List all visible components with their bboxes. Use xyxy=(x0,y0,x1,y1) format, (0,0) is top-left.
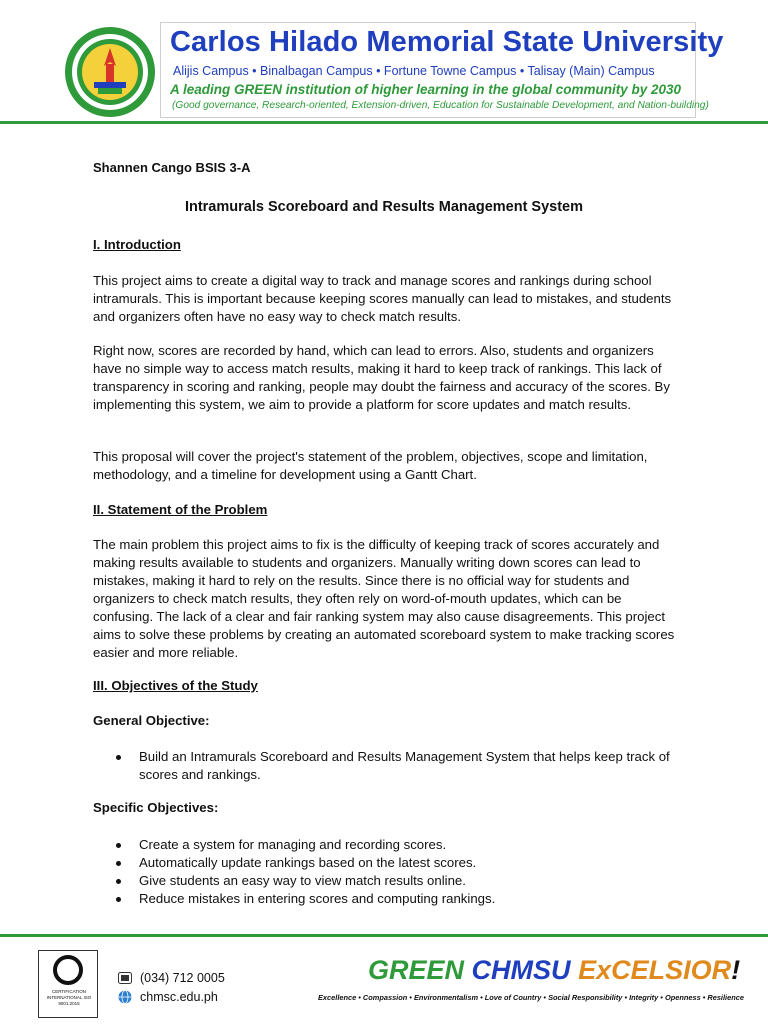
globe-icon xyxy=(118,990,132,1004)
campus-list: Alijis Campus • Binalbagan Campus • Fortune Towne Campus • Talisay (Main) Campus xyxy=(173,64,655,78)
list-item xyxy=(93,748,683,784)
slogan-green: GREEN xyxy=(368,955,465,985)
general-objective-list xyxy=(93,748,683,784)
phone-icon xyxy=(118,972,132,984)
vision-tagline: A leading GREEN institution of higher learning in the global community by 2030 xyxy=(170,82,682,97)
letterhead xyxy=(0,0,768,126)
cert-text: CERTIFICATION INTERNATIONAL ISO 9001:2015 xyxy=(46,989,92,1006)
slogan-excelsior: ExCELSIOR xyxy=(578,955,732,985)
document-title: Intramurals Scoreboard and Results Management System xyxy=(184,199,584,215)
bullet-icon xyxy=(116,755,121,760)
intro-paragraph-3: This proposal will cover the project's statement of the problem, objectives, scope and limitation, methodology, and a timeline for development using a Gantt Chart. xyxy=(93,449,648,482)
header-divider xyxy=(0,121,768,124)
general-objective-label: General Objective: xyxy=(93,713,210,728)
list-item xyxy=(93,872,683,890)
bullet-icon xyxy=(116,861,121,866)
bullet-icon xyxy=(116,843,121,848)
list-item-text: Create a system for managing and recording scores. xyxy=(139,837,447,852)
section-heading-problem: II. Statement of the Problem xyxy=(93,502,268,517)
intro-paragraph-1: This project aims to create a digital way to track and manage scores and rankings during school intramurals. This is important because keeping scores manually can lead to mistakes, and students and organizers often have no easy way to check match results. xyxy=(93,273,672,324)
phone-contact xyxy=(118,971,225,985)
list-item-text: Give students an easy way to view match results online. xyxy=(139,873,466,888)
list-item-text: Build an Intramurals Scoreboard and Results Management System that helps keep track of scores and rankings. xyxy=(139,749,670,782)
specific-objectives-list xyxy=(93,836,683,908)
bullet-icon xyxy=(116,897,121,902)
website-link[interactable]: chmsc.edu.ph xyxy=(140,990,218,1004)
website-contact xyxy=(118,990,218,1004)
phone-number: (034) 712 0005 xyxy=(140,971,225,985)
university-name: Carlos Hilado Memorial State University xyxy=(170,26,724,58)
intro-paragraph-2: Right now, scores are recorded by hand, which can lead to errors. Also, students and organizers have no simple way to access match results, making it hard to keep track of rankings. This lack of transparency in scoring and ranking, people may doubt the fairness and accuracy of the scores. By implementing this system, we aim to provide a platform for score updates and match results. xyxy=(93,343,670,412)
slogan xyxy=(368,955,740,986)
specific-objectives-label: Specific Objectives: xyxy=(93,800,219,815)
section-heading-introduction: I. Introduction xyxy=(93,237,181,252)
slogan-bang: ! xyxy=(731,955,741,985)
slogan-chmsu: CHMSU xyxy=(471,955,571,985)
cert-ring-icon xyxy=(53,955,83,985)
list-item-text: Automatically update rankings based on the latest scores. xyxy=(139,855,477,870)
footer-divider xyxy=(0,934,768,937)
vision-subtagline: (Good governance, Research-oriented, Extension-driven, Education for Sustainable Development, and Nation-building) xyxy=(172,100,709,111)
list-item-text: Reduce mistakes in entering scores and computing rankings. xyxy=(139,891,496,906)
iso-certification-logo xyxy=(38,950,98,1018)
list-item xyxy=(93,854,683,872)
problem-paragraph: The main problem this project aims to fix is the difficulty of keeping track of scores accurately and making results available to students and organizers. Manually writing down scores can lead to mistakes, making it hard to rely on the results. Since there is no official way for students and organizers to check match results, they often rely on word-of-mouth updates, which can be confusing. The lack of a clear and fair ranking system may also cause disagreements. This project aims to solve these problems by creating an automated scoreboard system to make tracking scores easier and more reliable. xyxy=(93,537,675,660)
bullet-icon xyxy=(116,879,121,884)
list-item xyxy=(93,890,683,908)
university-seal-logo xyxy=(64,26,156,118)
section-heading-objectives: III. Objectives of the Study xyxy=(93,678,258,693)
core-values: Excellence • Compassion • Environmentalism • Love of Country • Social Responsibility • Integrity • Openness • Resilience xyxy=(318,993,744,1002)
author-line: Shannen Cango BSIS 3-A xyxy=(93,160,251,175)
list-item xyxy=(93,836,683,854)
